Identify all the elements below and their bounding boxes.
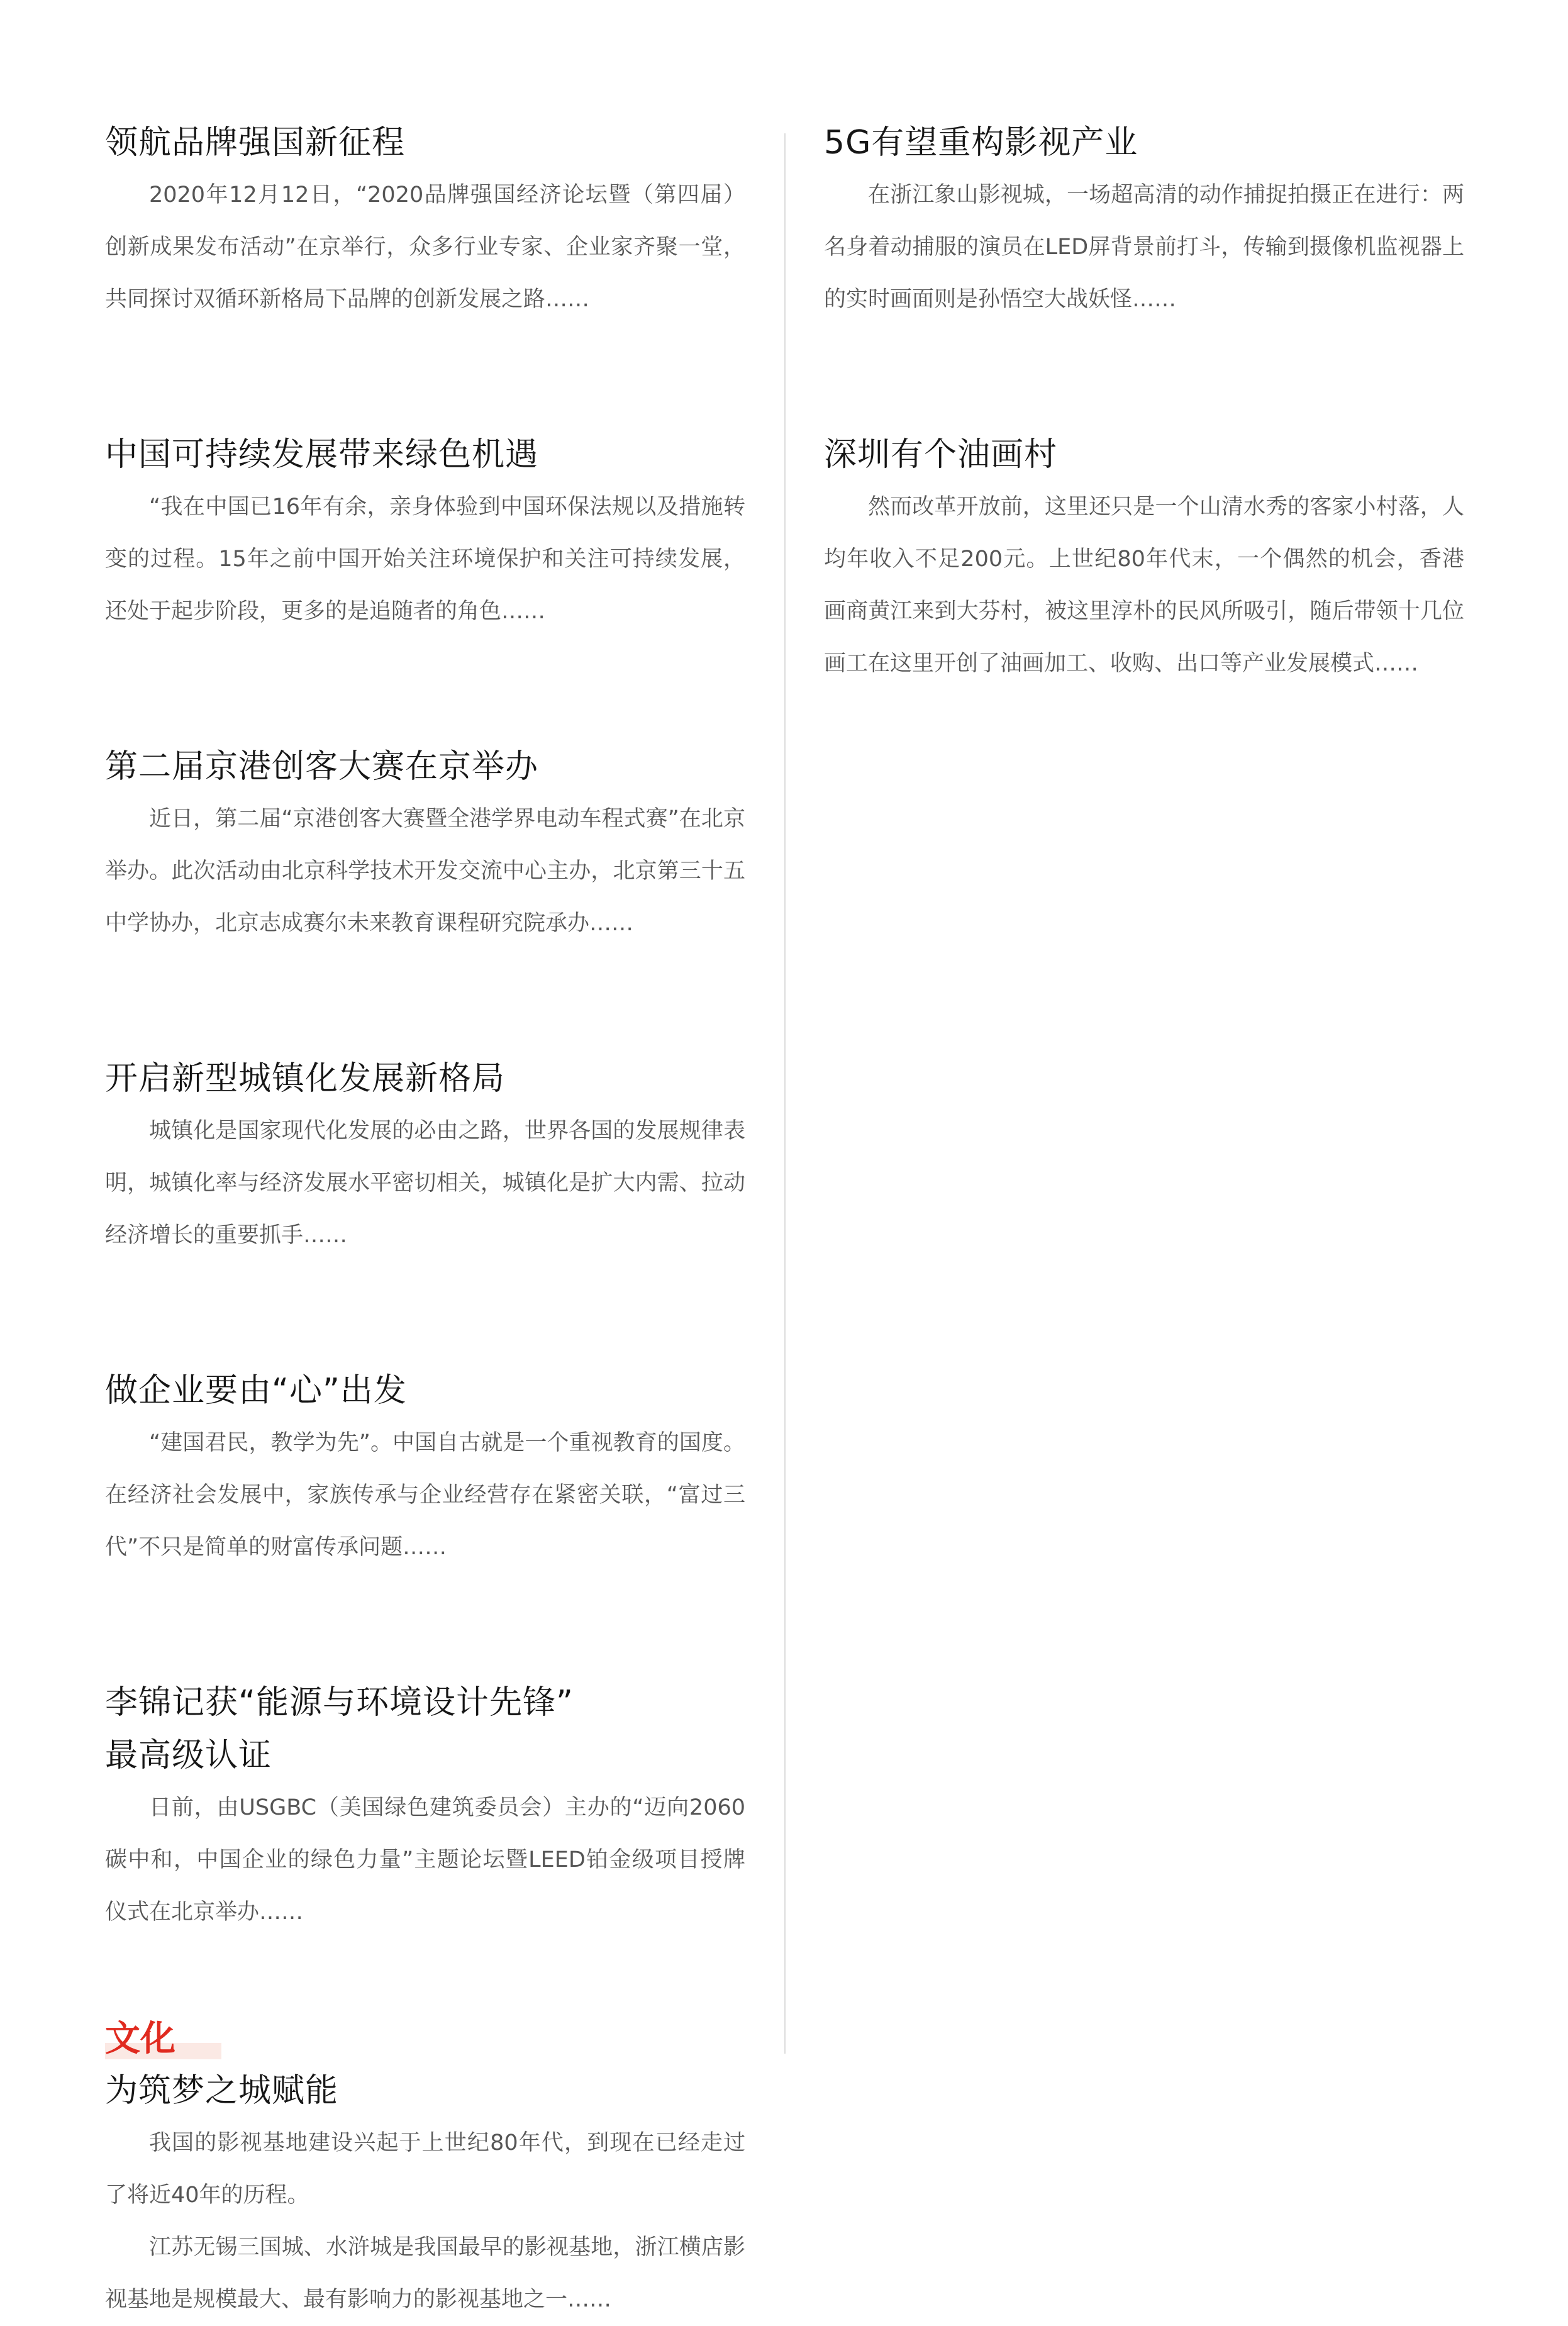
article-urbanization	[105, 1052, 745, 1262]
article-title: 深圳有个油画村	[824, 436, 1058, 474]
article-title-line2: 最高级认证	[105, 1737, 272, 1774]
article-title: 第二届京港创客大赛在京举办	[105, 748, 539, 786]
article-body: 2020年12月12日，“2020品牌强国经济论坛暨（第四届）创新成果发布活动”在京举行，众多行业专家、企业家齐聚一堂，共同探讨双循环新格局下品牌的创新发展之路……	[105, 182, 745, 312]
article-maker-contest	[105, 740, 745, 950]
article-body: 江苏无锡三国城、水浒城是我国最早的影视基地，浙江横店影视基地是规模最大、最有影响力的影视基地之一……	[105, 2235, 745, 2312]
article-title: 做企业要由“心”出发	[105, 1372, 407, 1410]
column-divider	[784, 133, 786, 2054]
article-sustainable-development	[105, 428, 745, 638]
article-leed-certification	[105, 1676, 745, 1939]
article-5g-film	[824, 116, 1464, 326]
article-body: 日前，由USGBC（美国绿色建筑委员会）主办的“迈向2060碳中和，中国企业的绿色力量”主题论坛暨LEED铂金级项目授牌仪式在北京举办……	[105, 1795, 745, 1925]
article-body: 城镇化是国家现代化发展的必由之路，世界各国的发展规律表明，城镇化率与经济发展水平密切相关，城镇化是扩大内需、拉动经济增长的重要抓手……	[105, 1118, 745, 1248]
article-title: 李锦记获“能源与环境设计先锋”	[105, 1684, 574, 1722]
article-title: 领航品牌强国新征程	[105, 124, 406, 162]
section-label: 文化	[105, 2018, 175, 2059]
left-column	[105, 116, 745, 2326]
section-header-culture	[105, 2014, 745, 2064]
article-title: 中国可持续发展带来绿色机遇	[105, 436, 539, 474]
article-body: 然而改革开放前，这里还只是一个山清水秀的客家小村落，人均年收入不足200元。上世纪80年代末，一个偶然的机会，香港画商黄江来到大芬村，被这里淳朴的民风所吸引，随后带领十几位画工在这里开创了油画加工、收购、出口等产业发展模式……	[824, 494, 1464, 676]
right-column	[824, 116, 1464, 690]
article-body: 我国的影视基地建设兴起于上世纪80年代，到现在已经走过了将近40年的历程。	[105, 2130, 745, 2208]
article-body: “我在中国已16年有余，亲身体验到中国环保法规以及措施转变的过程。15年之前中国开始关注环境保护和关注可持续发展，还处于起步阶段，更多的是追随者的角色……	[105, 494, 745, 624]
article-body: “建国君民，教学为先”。中国自古就是一个重视教育的国度。在经济社会发展中，家族传承与企业经营存在紧密关联，“富过三代”不只是简单的财富传承问题……	[105, 1430, 745, 1560]
article-film-city	[105, 2064, 745, 2326]
article-brand-power	[105, 116, 745, 326]
article-title: 开启新型城镇化发展新格局	[105, 1060, 506, 1098]
article-enterprise-heart	[105, 1364, 745, 1574]
article-oil-painting-village	[824, 428, 1464, 690]
article-title: 5G有望重构影视产业	[824, 124, 1138, 162]
article-title: 为筑梦之城赋能	[105, 2072, 339, 2110]
article-body: 在浙江象山影视城，一场超高清的动作捕捉拍摄正在进行：两名身着动捕服的演员在LED屏背景前打斗，传输到摄像机监视器上的实时画面则是孙悟空大战妖怪……	[824, 182, 1464, 312]
article-body: 近日，第二届“京港创客大赛暨全港学界电动车程式赛”在北京举办。此次活动由北京科学技术开发交流中心主办，北京第三十五中学协办，北京志成赛尔未来教育课程研究院承办……	[105, 806, 745, 936]
